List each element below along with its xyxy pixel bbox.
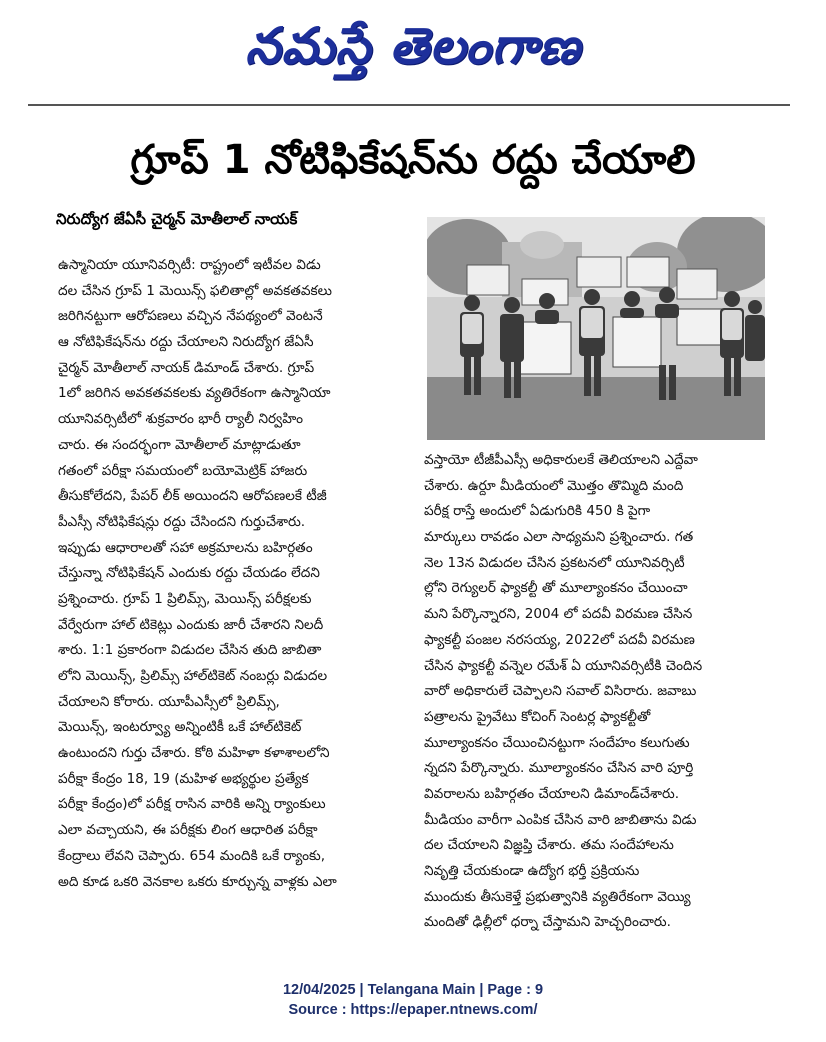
article-body-left-column (58, 253, 398, 895)
article-text-line: కేంద్రాలు లేవని చెప్పారు. 654 మందికి ఒకే ర్యాంకు, (58, 847, 326, 864)
article-text-line: లోని మెయిన్స్, ప్రిలిమ్స్ హాల్‌టికెట్ నంబర్లు విడుదల (58, 668, 328, 684)
article-text-line: పరీక్షా కేంద్రం)లో పరీక్ష రాసిన వారికి అన్ని ర్యాంకులు (58, 796, 326, 813)
article-text-line: 1లో జరిగిన అవకతవకలకు వ్యతిరేకంగా ఉస్మానియా (58, 385, 331, 402)
article-text-line: పత్రాలను ప్రైవేటు కోచింగ్ సెంటర్ల ఫ్యాకల్టీతో (424, 708, 651, 725)
article-text-line: తీసుకోలేదని, పేపర్ లీక్ అయిందని ఆరోపణలకే టీజీ (58, 488, 327, 505)
masthead-divider (28, 104, 790, 106)
article-text-line: ఫ్యాకల్టీ పంజల నరసయ్య, 2022లో పదవీ విరమణ (424, 631, 695, 648)
article-text-line: ఇప్పుడు ఆధారాలతో సహా అక్రమాలను బహిర్గతం (58, 539, 313, 556)
article-text-line: పరీక్ష రాస్తే అందులో ఏడుగురికి 450 కి పైగా (424, 503, 651, 520)
article-text-line: చేసిన ఫ్యాకల్టీ వన్నెల రమేశ్ ఏ యూనివర్సిటీకి చెందిన (424, 657, 703, 674)
article-text-line: చేశారు. ఉర్దూ మీడియంలో మొత్తం తొమ్మిది మంది (424, 477, 684, 494)
newspaper-logo: నమస్తే తెలంగాణ (245, 16, 581, 75)
footer (0, 980, 826, 1020)
article-text-line: మని పేర్కొన్నారని, 2004 లో పదవీ విరమణ చేసిన (424, 606, 693, 623)
article-text-line: పీఎస్సీ నోటిఫికేషన్లు రద్దు చేసిందని గుర్తుచేశారు. (58, 513, 306, 530)
article-text-line: ముందుకు తీసుకెళ్తే ప్రభుత్వానికి వ్యతిరేకంగా వెయ్యి (424, 888, 691, 905)
article-text-line: వివరాలను బహిర్గతం చేయాలని డిమాండ్‌చేశారు. (424, 785, 680, 802)
article-text-line: మందితో ఢిల్లీలో ధర్నా చేస్తామని హెచ్చరించారు. (424, 914, 671, 931)
article-text-line: చేయాలని కోరారు. యూపీఎస్సీలో ప్రిలిమ్స్, (58, 693, 280, 710)
article-text-line: చారు. ఈ సందర్భంగా మోతీలాల్ మాట్లాడుతూ (58, 436, 301, 453)
article-headline: గ్రూప్ 1 నోటిఫికేషన్‌ను రద్దు చేయాలి (130, 137, 696, 183)
article-text-line: యూనివర్సిటీలో శుక్రవారం భారీ ర్యాలీ నిర్వహిం (58, 411, 304, 428)
article-text-line: శారు. 1:1 ప్రకారంగా విడుదల చేసిన తుది జాబితా (58, 642, 322, 659)
article-text-line: పరీక్షా కేంద్రం 18, 19 (మహిళ అభ్యర్థుల ప్రత్యేక (58, 770, 309, 787)
article-text-line: నెల 13న విడుదల చేసిన ప్రకటనలో యూనివర్సిటీ (424, 554, 685, 571)
article-text-line: మూల్యాంకనం చేయించినట్టుగా సందేహం కలుగుతు (424, 734, 690, 751)
article-text-line: ఉంటుందని గుర్తు చేశారు. కోఠి మహిళా కళాశాలలోని (58, 745, 330, 762)
article-text-line: జరిగినట్టుగా ఆరోపణలు వచ్చిన నేపథ్యంలో వెంటనే (58, 308, 323, 325)
article-text-line: ల్లోని రెగ్యులర్ ఫ్యాకల్టీ తో మూల్యాంకనం చేయించా (424, 580, 688, 597)
footer-source: Source : https://epaper.ntnews.com/ (288, 1002, 538, 1018)
article-body-right-column (424, 448, 762, 936)
article-text-line: గతంలో పరీక్షా సమయంలో బయోమెట్రిక్ హాజరు (58, 462, 308, 479)
footer-dateline: 12/04/2025 | Telangana Main | Page : 9 (282, 982, 544, 998)
article-text-line: వారో అధికారులే చెప్పాలని సవాల్ విసిరారు. జవాబు (424, 683, 697, 700)
article-text-line: చైర్మన్ మోతీలాల్ నాయక్ డిమాండ్ చేశారు. గ్రూప్ (58, 359, 315, 376)
article-text-line: ఎలా వచ్చాయని, ఈ పరీక్షకు లింగ ఆధారిత పరీక్షా (58, 822, 318, 839)
article-text-line: ఆ నోటిఫికేషన్‌ను రద్దు చేయాలని నిరుద్యోగ జేఏసీ (58, 334, 314, 351)
article-text-line: దల చేసిన గ్రూప్ 1 మెయిన్స్ ఫలితాల్లో అవకతవకలు (58, 282, 332, 299)
article-text-line: చేస్తున్నా నోటిఫికేషన్ ఎందుకు రద్దు చేయడం లేదని (58, 565, 320, 582)
article-text-line: వస్తాయో టీజీపీఎస్సీ అధికారులకే తెలియాలని ఎద్దేవా (424, 452, 698, 468)
article-text-line: మెయిన్స్, ఇంటర్వ్యూ అన్నింటికీ ఒకే హాల్‌టికెట్ (58, 719, 302, 736)
article-text-line: ఉస్మానియా యూనివర్సిటీ: రాష్ట్రంలో ఇటీవల విడు (58, 257, 321, 273)
article-text-line: మార్కులు రావడం ఎలా సాధ్యమని ప్రశ్నించారు. గత (424, 529, 694, 546)
article-text-line: న్నదని పేర్కొన్నారు. మూల్యాంకనం చేసిన వారి పూర్తి (424, 760, 694, 777)
masthead (0, 0, 826, 104)
article-text-line: మీడియం వారీగా ఎంపిక చేసిన వారి జాబితాను విడు (424, 811, 697, 828)
article-subhead: నిరుద్యోగ జేఏసీ చైర్మన్ మోతీలాల్ నాయక్ (56, 210, 298, 228)
article-text-line: ప్రశ్నించారు. గ్రూప్ 1 ప్రిలిమ్స్, మెయిన్స్ పరీక్షలకు (58, 590, 312, 607)
protest-photo-illustration (427, 217, 765, 440)
article-text-line: వేర్వేరుగా హాల్ టికెట్లు ఎందుకు జారీ చేశారని నిలదీ (58, 616, 324, 633)
article-text-line: దల చేయాలని విజ్ఞప్తి చేశారు. తమ సందేహాలను (424, 837, 674, 854)
article-text-line: అది కూడ ఒకరి వెనకాల ఒకరు కూర్చున్న వాళ్లకు ఎలా (58, 873, 337, 890)
news-photo (427, 217, 765, 440)
article-text-line: నివృత్తి చేయకుండా ఉద్యోగ భర్తీ ప్రక్రియను (424, 863, 640, 879)
